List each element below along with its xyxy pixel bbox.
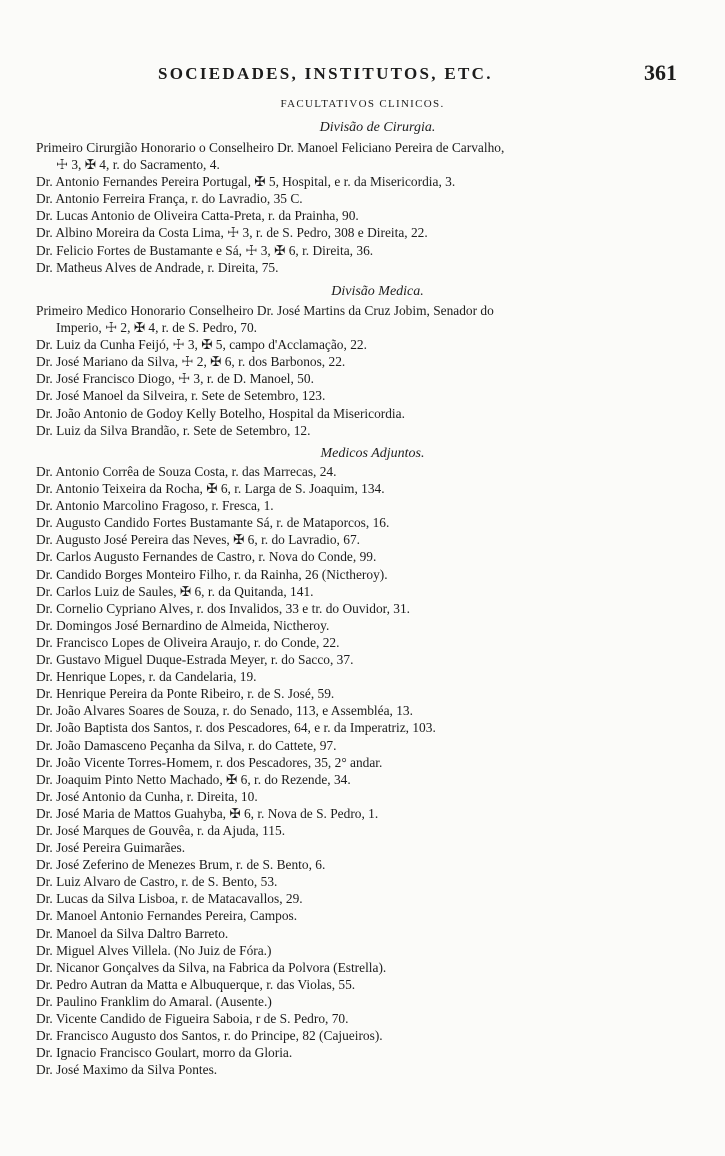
list-item: Dr. Francisco Augusto dos Santos, r. do Principe, 82 (Cajueiros). <box>36 1028 383 1044</box>
list-item: Dr. Miguel Alves Villela. (No Juiz de Fóra.) <box>36 942 272 958</box>
list-item: Dr. João Alvares Soares de Souza, r. do Senado, 113, e Assembléa, 13. <box>36 703 413 719</box>
division-list-cirurgia <box>0 139 725 276</box>
list-item: Dr. João Damasceno Peçanha da Silva, r. do Cattete, 97. <box>36 737 337 753</box>
list-item: Dr. José Zeferino de Menezes Brum, r. de S. Bento, 6. <box>36 857 326 873</box>
section-title: FACULTATIVOS CLINICOS. <box>280 98 445 110</box>
list-item: Dr. Luiz da Cunha Feijó, ☩ 3, ✠ 5, campo d'Acclamação, 22. <box>36 337 367 353</box>
list-item: Dr. Francisco Lopes de Oliveira Araujo, r. do Conde, 22. <box>36 634 340 650</box>
list-item: Dr. Augusto José Pereira das Neves, ✠ 6, r. do Lavradio, 67. <box>36 532 360 548</box>
division-title-cirurgia: Divisão de Cirurgia. <box>319 120 436 135</box>
division-title-medica: Divisão Medica. <box>331 284 424 299</box>
list-item: Dr. José Francisco Diogo, ☩ 3, r. de D. Manoel, 50. <box>36 371 314 387</box>
list-item: Dr. Lucas Antonio de Oliveira Catta-Preta, r. da Prainha, 90. <box>36 208 359 224</box>
list-item: Dr. Carlos Augusto Fernandes de Castro, r. Nova do Conde, 99. <box>36 549 377 565</box>
list-item: Primeiro Medico Honorario Conselheiro Dr. José Martins da Cruz Jobim, Senador do <box>36 303 494 318</box>
list-item: Dr. José Marques de Gouvêa, r. da Ajuda, 115. <box>36 822 286 838</box>
list-item: Dr. Albino Moreira da Costa Lima, ☩ 3, r. de S. Pedro, 308 e Direita, 22. <box>36 225 428 241</box>
list-item: Dr. Joaquim Pinto Netto Machado, ✠ 6, r. do Rezende, 34. <box>36 771 351 787</box>
list-item: Dr. Nicanor Gonçalves da Silva, na Fabrica da Polvora (Estrella). <box>36 959 387 975</box>
list-item: Dr. Cornelio Cypriano Alves, r. dos Invalidos, 33 e tr. do Ouvidor, 31. <box>36 600 411 616</box>
list-item: Dr. Augusto Candido Fortes Bustamante Sá, r. de Mataporcos, 16. <box>36 515 390 531</box>
page-number: 361 <box>644 60 677 85</box>
list-item: Dr. Lucas da Silva Lisboa, r. de Matacavallos, 29. <box>36 891 303 907</box>
list-item: Dr. Vicente Candido de Figueira Saboia, r de S. Pedro, 70. <box>36 1011 349 1026</box>
list-item: Dr. Henrique Lopes, r. da Candelaria, 19. <box>36 669 257 685</box>
page-header <box>0 60 725 90</box>
list-item: Dr. Henrique Pereira da Ponte Ribeiro, r. de S. José, 59. <box>36 686 335 702</box>
list-item: Dr. João Antonio de Godoy Kelly Botelho, Hospital da Misericordia. <box>36 405 405 421</box>
list-item: ☩ 3, ✠ 4, r. do Sacramento, 4. <box>56 157 220 173</box>
list-item: Dr. Antonio Ferreira França, r. do Lavradio, 35 C. <box>36 191 303 207</box>
list-item: Dr. João Baptista dos Santos, r. dos Pescadores, 64, e r. da Imperatriz, 103. <box>36 720 436 736</box>
list-item: Dr. Manoel Antonio Fernandes Pereira, Campos. <box>36 908 298 924</box>
list-item: Dr. Paulino Franklim do Amaral. (Ausente.) <box>36 993 272 1009</box>
list-item: Dr. José Maximo da Silva Pontes. <box>36 1062 218 1078</box>
list-item: Dr. Felicio Fortes de Bustamante e Sá, ☩ 3, ✠ 6, r. Direita, 36. <box>36 242 374 258</box>
list-item: Imperio, ☩ 2, ✠ 4, r. de S. Pedro, 70. <box>56 320 258 336</box>
list-item: Dr. José Mariano da Silva, ☩ 2, ✠ 6, r. dos Barbonos, 22. <box>36 354 346 370</box>
list-item: Dr. Manoel da Silva Daltro Barreto. <box>36 925 229 941</box>
division-title-adjuntos: Medicos Adjuntos. <box>320 446 425 461</box>
division-list-medica <box>0 302 725 439</box>
list-item: Dr. Antonio Teixeira da Rocha, ✠ 6, r. Larga de S. Joaquim, 134. <box>36 481 385 497</box>
list-item: Dr. José Maria de Mattos Guahyba, ✠ 6, r. Nova de S. Pedro, 1. <box>36 805 379 821</box>
running-head: SOCIEDADES, INSTITUTOS, ETC. <box>158 64 493 83</box>
list-item: Dr. Luiz Alvaro de Castro, r. de S. Bento, 53. <box>36 874 278 890</box>
list-item: Dr. Luiz da Silva Brandão, r. Sete de Setembro, 12. <box>36 422 311 438</box>
list-item: Dr. José Manoel da Silveira, r. Sete de Setembro, 123. <box>36 388 326 404</box>
list-item: Dr. José Pereira Guimarães. <box>36 840 186 856</box>
list-item: Dr. Pedro Autran da Matta e Albuquerque, r. das Violas, 55. <box>36 976 356 992</box>
list-item: Dr. Ignacio Francisco Goulart, morro da Gloria. <box>36 1045 293 1061</box>
list-item: Dr. Domingos José Bernardino de Almeida, Nictheroy. <box>36 617 330 633</box>
division-list-adjuntos <box>0 463 725 1078</box>
list-item: Dr. Antonio Fernandes Pereira Portugal, ✠ 5, Hospital, e r. da Misericordia, 3. <box>36 174 456 190</box>
list-item: Dr. Antonio Marcolino Fragoso, r. Fresca, 1. <box>36 498 274 514</box>
list-item: Dr. Antonio Corrêa de Souza Costa, r. das Marrecas, 24. <box>36 464 337 479</box>
list-item: Dr. Carlos Luiz de Saules, ✠ 6, r. da Quitanda, 141. <box>36 583 314 599</box>
list-item: Dr. Gustavo Miguel Duque-Estrada Meyer, r. do Sacco, 37. <box>36 652 354 668</box>
list-item: Dr. João Vicente Torres-Homem, r. dos Pescadores, 35, 2° andar. <box>36 754 383 770</box>
list-item: Dr. Matheus Alves de Andrade, r. Direita, 75. <box>36 259 279 275</box>
list-item: Dr. Candido Borges Monteiro Filho, r. da Rainha, 26 (Nictheroy). <box>36 566 388 582</box>
list-item: Dr. José Antonio da Cunha, r. Direita, 10. <box>36 788 258 804</box>
list-item: Primeiro Cirurgião Honorario o Conselheiro Dr. Manoel Feliciano Pereira de Carvalho, <box>36 140 505 155</box>
